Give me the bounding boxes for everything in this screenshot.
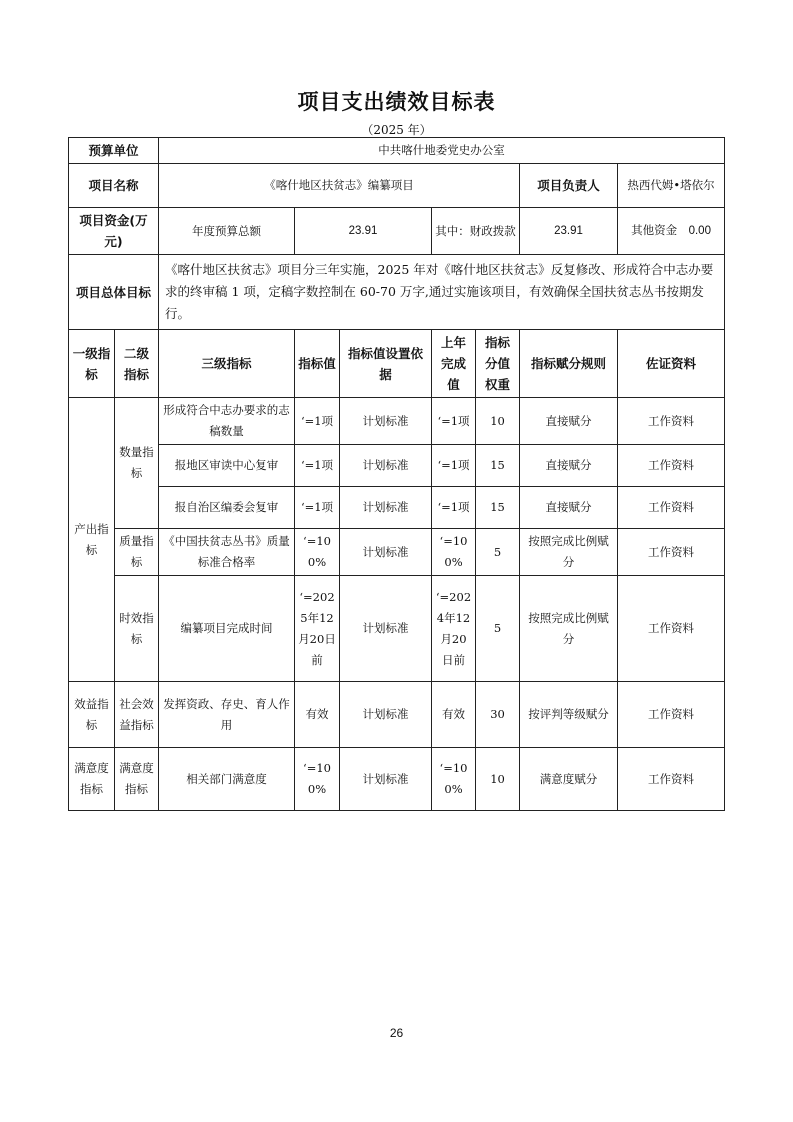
header-level2: 二级指标	[115, 330, 159, 398]
leader-value: 热西代姆•塔依尔	[618, 164, 725, 208]
table-row	[69, 529, 725, 576]
row-rule: 按评判等级赋分	[520, 682, 618, 748]
row-basis: 计划标准	[340, 398, 432, 445]
row-rule: 按照完成比例赋分	[520, 576, 618, 682]
annual-budget-value: 23.91	[295, 208, 432, 255]
group-satisfaction-l2: 满意度指标	[115, 748, 159, 811]
group-output: 产出指标	[69, 398, 115, 682]
header-value: 指标值	[295, 330, 340, 398]
header-level1: 一级指标	[69, 330, 115, 398]
table-row	[69, 748, 725, 811]
row-weight: 5	[476, 576, 520, 682]
year-subtitle: （2025 年）	[361, 123, 432, 137]
row-rule: 直接赋分	[520, 398, 618, 445]
group-satisfaction-l1: 满意度指标	[69, 748, 115, 811]
funds-label: 项目资金(万元)	[69, 208, 159, 255]
header-evidence: 佐证资料	[618, 330, 725, 398]
row-weight: 10	[476, 398, 520, 445]
row-basis: 计划标准	[340, 748, 432, 811]
row-last: ‘=100%	[432, 748, 476, 811]
goal-text: 《喀什地区扶贫志》项目分三年实施，2025 年对《喀什地区扶贫志》反复修改、形成符合中志办要求的终审稿 1 项，定稿字数控制在 60-70 万字,通过实施该项目，有效确保全国扶贫志丛书按期发行。	[159, 255, 725, 330]
row-value: ‘=1项	[295, 398, 340, 445]
page-title: 项目支出绩效目标表	[297, 90, 496, 114]
header-basis: 指标值设置依据	[340, 330, 432, 398]
header-rule: 指标赋分规则	[520, 330, 618, 398]
row-l3: 形成符合中志办要求的志稿数量	[159, 398, 295, 445]
row-last: ‘=1项	[432, 398, 476, 445]
goal-label: 项目总体目标	[69, 255, 159, 330]
row-rule: 直接赋分	[520, 487, 618, 529]
project-name-label: 项目名称	[69, 164, 159, 208]
row-last: ‘=2024年12月20日前	[432, 576, 476, 682]
row-weight: 10	[476, 748, 520, 811]
row-last: ‘=1项	[432, 445, 476, 487]
row-evidence: 工作资料	[618, 487, 725, 529]
table-row	[69, 576, 725, 682]
row-evidence: 工作资料	[618, 682, 725, 748]
group-timeliness: 时效指标	[115, 576, 159, 682]
row-weight: 30	[476, 682, 520, 748]
group-social: 社会效益指标	[115, 682, 159, 748]
row-evidence: 工作资料	[618, 398, 725, 445]
row-basis: 计划标准	[340, 529, 432, 576]
row-last: 有效	[432, 682, 476, 748]
performance-table	[68, 137, 725, 811]
group-quality: 质量指标	[115, 529, 159, 576]
row-basis: 计划标准	[340, 576, 432, 682]
leader-label: 项目负责人	[520, 164, 618, 208]
row-evidence: 工作资料	[618, 445, 725, 487]
row-l3: 《中国扶贫志丛书》质量标准合格率	[159, 529, 295, 576]
row-basis: 计划标准	[340, 487, 432, 529]
row-last: ‘=100%	[432, 529, 476, 576]
row-basis: 计划标准	[340, 445, 432, 487]
row-basis: 计划标准	[340, 682, 432, 748]
row-value: ‘=100%	[295, 748, 340, 811]
row-rule: 按照完成比例赋分	[520, 529, 618, 576]
row-weight: 15	[476, 445, 520, 487]
table-row	[69, 682, 725, 748]
row-value: ‘=1项	[295, 487, 340, 529]
group-benefit: 效益指标	[69, 682, 115, 748]
row-rule: 满意度赋分	[520, 748, 618, 811]
header-level3: 三级指标	[159, 330, 295, 398]
header-last-year: 上年完成值	[432, 330, 476, 398]
row-evidence: 工作资料	[618, 576, 725, 682]
row-value: ‘=100%	[295, 529, 340, 576]
row-weight: 5	[476, 529, 520, 576]
row-evidence: 工作资料	[618, 748, 725, 811]
row-l3: 发挥资政、存史、育人作用	[159, 682, 295, 748]
page-number: 26	[389, 1026, 404, 1040]
row-l3: 相关部门满意度	[159, 748, 295, 811]
unit-label: 预算单位	[69, 138, 159, 164]
row-l3: 报自治区编委会复审	[159, 487, 295, 529]
row-last: ‘=1项	[432, 487, 476, 529]
row-value: 有效	[295, 682, 340, 748]
annual-budget-label: 年度预算总额	[159, 208, 295, 255]
group-quantity: 数量指标	[115, 398, 159, 529]
other-value	[618, 208, 725, 255]
row-weight: 15	[476, 487, 520, 529]
row-evidence: 工作资料	[618, 529, 725, 576]
fiscal-value: 23.91	[520, 208, 618, 255]
row-value: ‘=2025年12月20日前	[295, 576, 340, 682]
project-name-value: 《喀什地区扶贫志》编纂项目	[159, 164, 520, 208]
table-row	[69, 487, 725, 529]
unit-value: 中共喀什地委党史办公室	[159, 138, 725, 164]
row-rule: 直接赋分	[520, 445, 618, 487]
table-row	[69, 398, 725, 445]
fiscal-label: 其中：财政拨款	[432, 208, 520, 255]
other-label: 其他资金	[631, 224, 678, 237]
row-value: ‘=1项	[295, 445, 340, 487]
row-l3: 编纂项目完成时间	[159, 576, 295, 682]
other-amount: 0.00	[688, 224, 711, 237]
header-weight: 指标分值权重	[476, 330, 520, 398]
table-row	[69, 445, 725, 487]
row-l3: 报地区审读中心复审	[159, 445, 295, 487]
